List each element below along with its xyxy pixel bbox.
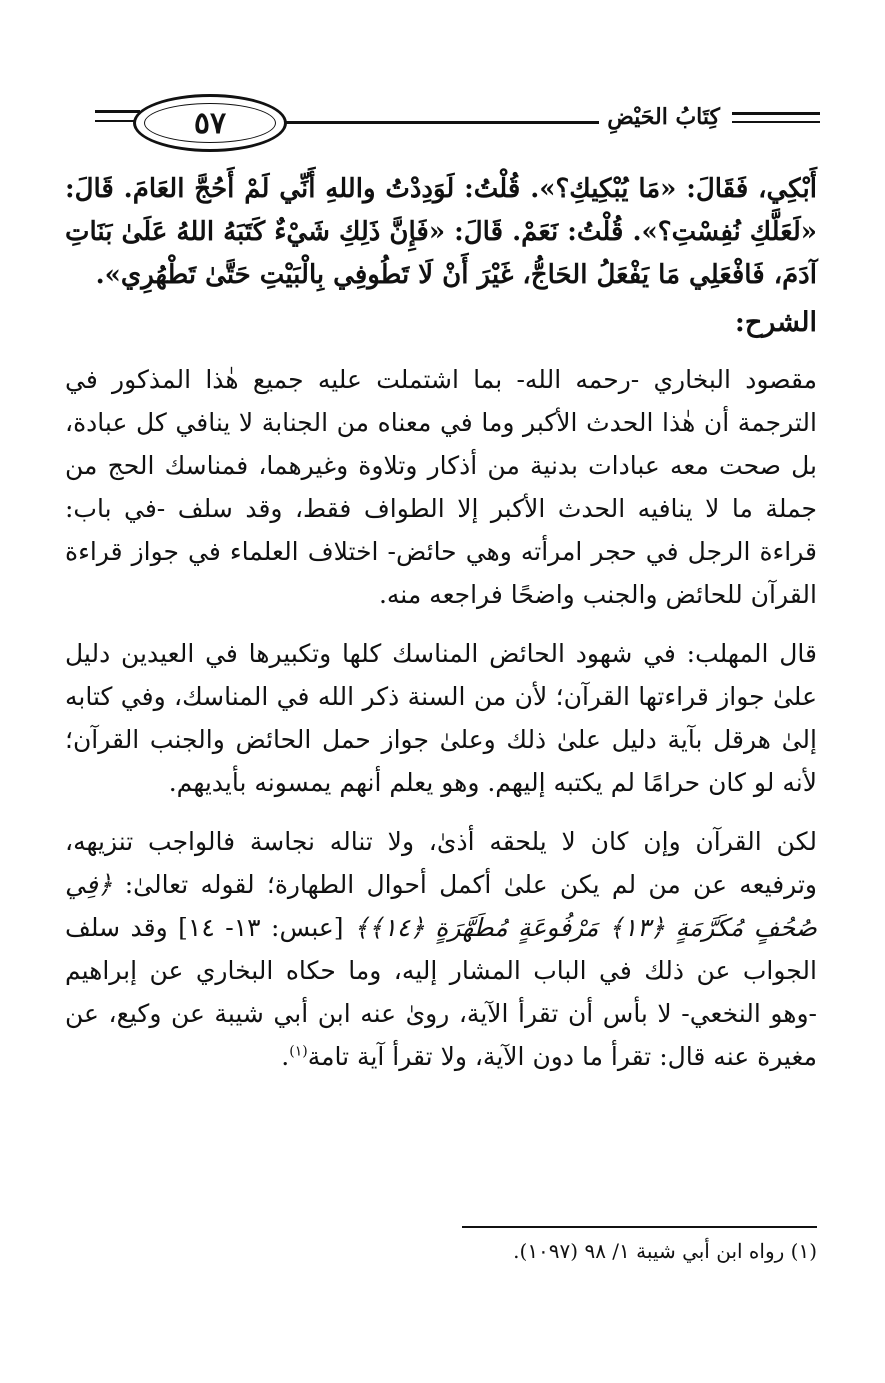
paragraph-3-part-b: [عبس: ١٣- ١٤] وقد سلف الجواب عن ذلك في الباب المشار إليه، وما حكاه البخاري عن إبراهيم -وهو النخعي- لا بأس أن تقرأ الآية، روىٰ عنه ابن أبي شيبة عن وكيع، عن مغيرة عنه قال: تقرأ ما دون الآية، ولا تقرأ آية تامة xyxy=(65,913,817,1071)
paragraph-1: مقصود البخاري -رحمه الله- بما اشتملت عليه جميع هٰذا المذكور في الترجمة أن هٰذا الحدث الأكبر وما في معناه من الجنابة لا ينافي كل عبادة، بل صحت معه عبادات بدنية من أذكار وتلاوة وغيرهما، فمناسك الحج من جملة ما لا ينافيه الحدث الأكبر إلا الطواف فقط، وقد سلف -في باب: قراءة الرجل في حجر امرأته وهي حائض- اختلاف العلماء في جواز قراءة القرآن للحائض والجنب واضحًا فراجعه منه. xyxy=(65,365,817,609)
section-heading: الشرح: xyxy=(734,307,817,338)
header-rule-right-top xyxy=(732,112,820,115)
header-rule-left-top xyxy=(95,110,140,113)
header-rule-right-bottom xyxy=(732,121,820,123)
footnote-marker: (١) xyxy=(289,1043,308,1060)
footnote-divider xyxy=(462,1226,817,1228)
chapter-title: كِتَابُ الحَيْضِ xyxy=(599,104,728,130)
page-number: ٥٧ xyxy=(193,105,227,141)
body-text xyxy=(65,168,817,1094)
quran-verse: ﴿فِي صُحُفٍ مُكَرَّمَةٍ ﴿١٣﴾ مَرْفُوعَةٍ مُطَهَّرَةٍ ﴿١٤﴾﴾ xyxy=(65,870,818,942)
paragraph-3-end: . xyxy=(281,1042,290,1071)
hadith-text: أَبْكِي، فَقَالَ: «مَا يُبْكِيكِ؟». قُلْتُ: لَوَدِدْتُ واللهِ أَنِّي لَمْ أَحُجَّ العَامَ. قَالَ: «لَعَلَّكِ نُفِسْتِ؟». قُلْتُ: نَعَمْ. قَالَ: «فَإِنَّ ذَلِكِ شَيْءٌ كَتَبَهُ اللهُ عَلَىٰ بَنَاتِ آدَمَ، فَافْعَلِي مَا يَفْعَلُ الحَاجُّ، غَيْرَ أَنْ لَا تَطُوفِي بِالْبَيْتِ حَتَّىٰ تَطْهُرِي». xyxy=(65,174,817,290)
page-header xyxy=(95,88,820,158)
paragraph-2: قال المهلب: في شهود الحائض المناسك كلها وتكبيرها في العيدين دليل علىٰ جواز قراءتها القرآن؛ لأن من السنة ذكر الله في المناسك، وفي كتابه إلىٰ هرقل بآية دليل علىٰ ذلك وعلىٰ جواز حمل الحائض والجنب القرآن؛ لأنه لو كان حرامًا لم يكتبه إليهم. وهو يعلم أنهم يمسونه بأيديهم. xyxy=(65,639,817,797)
header-rule-main xyxy=(275,121,633,124)
page-number-badge xyxy=(133,94,287,152)
paragraph-3 xyxy=(65,820,817,1078)
footnote: (١) رواه ابن أبي شيبة ١/ ٩٨ (١٠٩٧). xyxy=(513,1239,817,1263)
paragraph-3-part-a: لكن القرآن وإن كان لا يلحقه أذىٰ، ولا تناله نجاسة فالواجب تنزيهه، وترفيعه عن من لم يكن علىٰ أكمل أحوال الطهارة؛ لقوله تعالىٰ: xyxy=(65,827,818,899)
